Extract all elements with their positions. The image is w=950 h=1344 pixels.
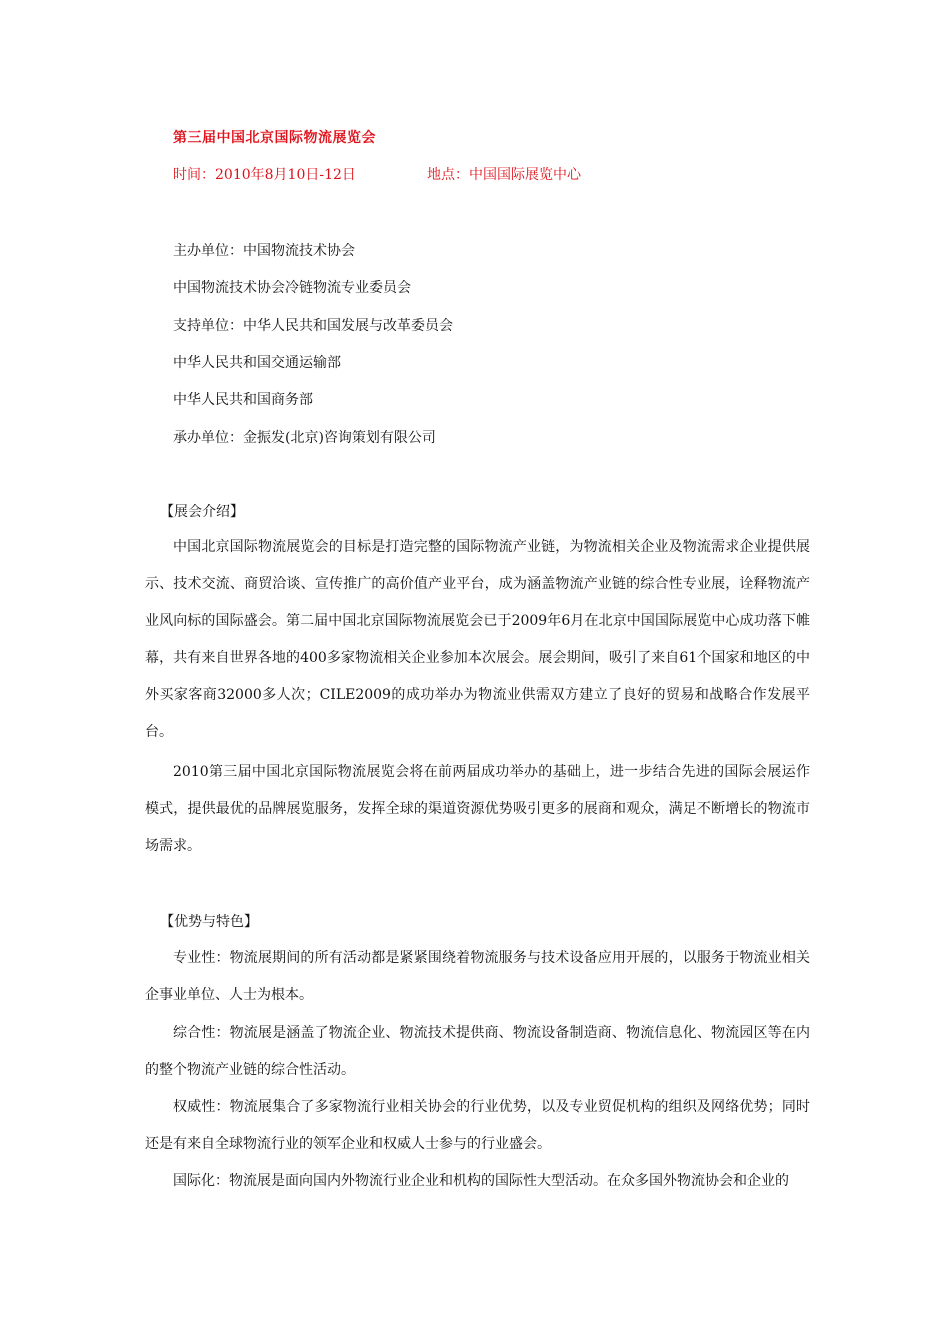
organizer-line: 中华人民共和国商务部 (173, 392, 313, 408)
page-title: 第三届中国北京国际物流展览会 (173, 130, 376, 146)
section-heading-intro: 【展会介绍】 (160, 504, 244, 520)
intro-paragraph: 中国北京国际物流展览会的目标是打造完整的国际物流产业链，为物流相关企业及物流需求企业提供展示、技术交流、商贸洽谈、宣传推广的高价值产业平台，成为涵盖物流产业链的综合性专业展，诠释物流产业风向标的国际盛会。第二届中国北京国际物流展览会已于2009年6月在北京中国国际展览中心成功落下帷幕，共有来自世界各地的400多家物流相关企业参加本次展会。展会期间，吸引了来自61个国家和地区的中外买家客商32000多人次；CILE2009的成功举办为物流业供需双方建立了良好的贸易和战略合作发展平台。 (145, 539, 810, 740)
organizer-line: 中华人民共和国交通运输部 (173, 355, 341, 371)
intro-paragraph: 2010第三届中国北京国际物流展览会将在前两届成功举办的基础上，进一步结合先进的国际会展运作模式，提供最优的品牌展览服务，发挥全球的渠道资源优势吸引更多的展商和观众，满足不断增长的物流市场需求。 (145, 764, 810, 854)
organizer-line: 中国物流技术协会冷链物流专业委员会 (173, 280, 411, 296)
event-location: 地点：中国国际展览中心 (427, 167, 581, 183)
feature-paragraph: 综合性：物流展是涵盖了物流企业、物流技术提供商、物流设备制造商、物流信息化、物流园区等在内的整个物流产业链的综合性活动。 (145, 1025, 810, 1078)
feature-paragraph: 国际化：物流展是面向国内外物流行业企业和机构的国际性大型活动。在众多国外物流协会和企业的 (173, 1173, 789, 1189)
feature-paragraph: 权威性：物流展集合了多家物流行业相关协会的行业优势，以及专业贸促机构的组织及网络优势；同时还是有来自全球物流行业的领军企业和权威人士参与的行业盛会。 (145, 1099, 810, 1152)
organizer-line: 主办单位：中国物流技术协会 (173, 243, 355, 259)
feature-paragraph: 专业性：物流展期间的所有活动都是紧紧围绕着物流服务与技术设备应用开展的，以服务于物流业相关企事业单位、人士为根本。 (145, 950, 810, 1003)
event-time: 时间：2010年8月10日-12日 (173, 167, 356, 183)
organizer-line: 支持单位：中华人民共和国发展与改革委员会 (173, 318, 453, 334)
organizer-line: 承办单位：金振发(北京)咨询策划有限公司 (173, 430, 436, 446)
section-heading-features: 【优势与特色】 (160, 914, 258, 930)
